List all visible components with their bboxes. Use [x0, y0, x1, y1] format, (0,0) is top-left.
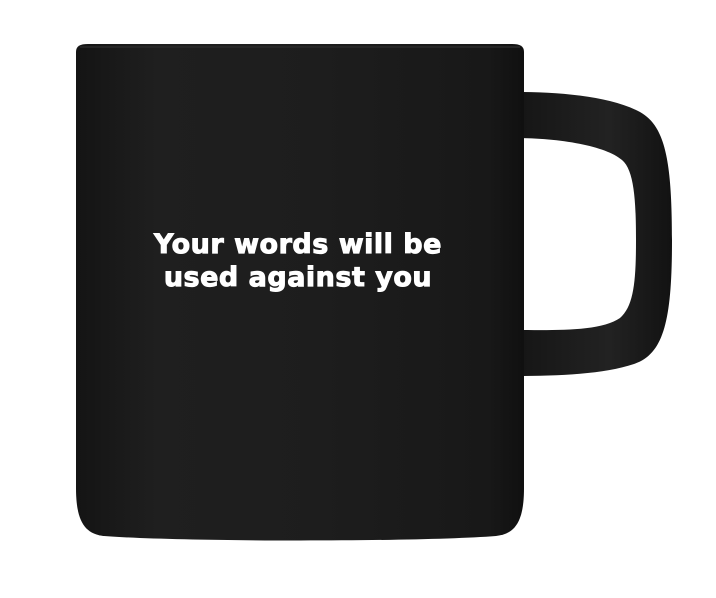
mug-handle — [515, 92, 672, 376]
print-line-1: Your words will be — [154, 229, 442, 260]
print-line-2: used against you — [163, 262, 433, 293]
mug-print-text — [96, 228, 500, 294]
